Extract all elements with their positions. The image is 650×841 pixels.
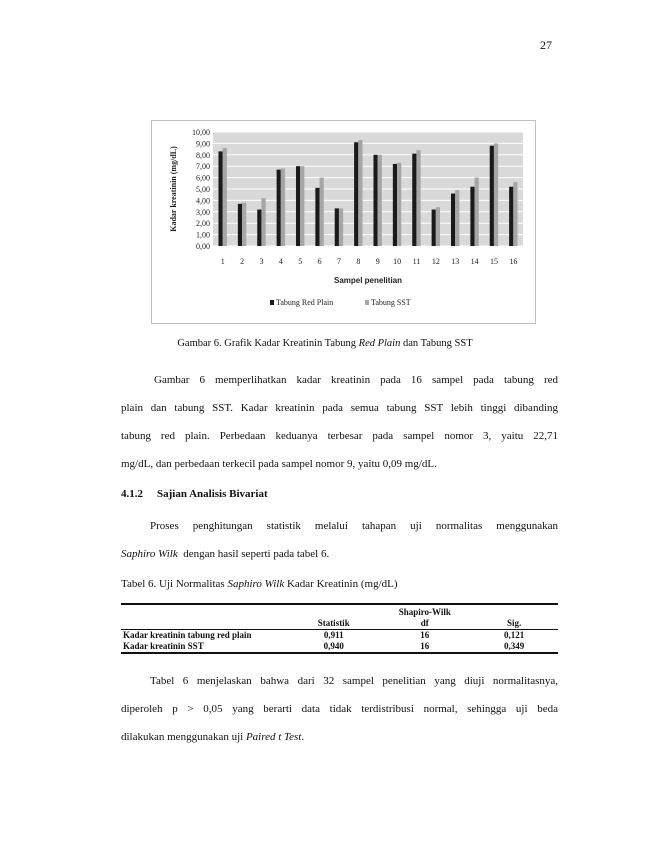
paragraph-3 xyxy=(121,667,558,751)
table-row xyxy=(121,641,558,653)
x-tick-label: 7 xyxy=(336,257,341,266)
x-tick-label: 15 xyxy=(489,257,498,266)
bar xyxy=(373,155,377,246)
table-cell-sig: 0,121 xyxy=(504,630,525,640)
table-col-header: Statistik xyxy=(288,618,379,630)
bar xyxy=(397,163,401,246)
y-tick-label: 0,00 xyxy=(196,242,210,251)
bar xyxy=(490,146,494,246)
paragraph-2-italic: Saphiro Wilk xyxy=(121,548,178,560)
y-tick-label: 5,00 xyxy=(196,185,210,194)
bar xyxy=(416,150,420,246)
paragraph-3-line: diperoleh p > 0,05 yang berarti data tidak terdistribusi normal, sehingga uji beda xyxy=(121,703,558,715)
x-tick-label: 12 xyxy=(431,257,440,266)
paragraph-2-rest: dengan hasil seperti pada tabel 6. xyxy=(183,548,330,560)
legend-swatch xyxy=(270,300,274,305)
table-caption-suffix: Kadar Kreatinin (mg/dL) xyxy=(284,578,398,590)
section-title: Sajian Analisis Bivariat xyxy=(157,488,268,500)
bar xyxy=(513,182,517,246)
paragraph-1 xyxy=(121,366,558,478)
chart-svg xyxy=(152,121,535,323)
paragraph-3-prefix: dilakukan menggunakan uji xyxy=(121,731,246,743)
table-header-empty xyxy=(121,604,288,618)
bar xyxy=(315,188,319,246)
bar xyxy=(238,204,242,246)
y-tick-label: 10,00 xyxy=(192,128,210,137)
table-cell-label: Kadar kreatinin tabung red plain xyxy=(123,630,252,640)
table-cell-label: Kadar kreatinin SST xyxy=(121,641,288,653)
table-row xyxy=(121,630,558,642)
bar xyxy=(257,210,261,246)
figure-caption-prefix: Gambar 6. Grafik Kadar Kreatinin Tabung xyxy=(177,338,359,349)
x-tick-label: 5 xyxy=(298,257,303,266)
bar xyxy=(242,203,246,246)
bar xyxy=(339,208,343,246)
bar xyxy=(509,187,513,246)
x-tick-label: 16 xyxy=(509,257,518,266)
bar xyxy=(432,210,436,246)
paragraph-1-line: Gambar 6 memperlihatkan kadar kreatinin pada 16 sampel pada tabung red xyxy=(154,374,558,386)
bar xyxy=(393,164,397,246)
table-col-header: Sig. xyxy=(470,618,558,630)
paragraph-3-line xyxy=(121,723,558,751)
paragraph-3-suffix: . xyxy=(301,731,305,743)
table-caption xyxy=(121,578,398,590)
bar-chart xyxy=(151,120,536,324)
bar xyxy=(277,170,281,246)
x-tick-label: 14 xyxy=(470,257,479,266)
table-cell-statistik: 0,911 xyxy=(323,630,344,640)
section-number: 4.1.2 xyxy=(121,488,143,500)
x-tick-label: 10 xyxy=(393,257,402,266)
bar xyxy=(455,190,459,246)
bar xyxy=(436,207,440,246)
legend-label: Tabung SST xyxy=(371,298,411,307)
y-tick-label: 8,00 xyxy=(196,150,210,160)
paragraph-2-line: Proses penghitungan statistik melalui tahapan uji normalitas menggunakan xyxy=(150,520,558,532)
figure-caption-suffix: dan Tabung SST xyxy=(400,338,473,349)
bar xyxy=(451,194,455,246)
table-header-spacer xyxy=(470,604,558,618)
paragraph-1-line: plain dan tabung SST. Kadar kreatinin pada semua tabung SST lebih tinggi dibanding xyxy=(121,402,558,414)
table-caption-prefix: Tabel 6. Uji Normalitas xyxy=(121,578,228,590)
y-tick-label: 2,00 xyxy=(196,219,210,229)
paragraph-3-italic: Paired t Test xyxy=(245,731,302,743)
x-tick-label: 6 xyxy=(317,257,322,266)
table-cell-df: 16 xyxy=(420,630,430,640)
x-tick-label: 4 xyxy=(278,257,283,266)
y-tick-label: 7,00 xyxy=(196,162,210,172)
table-header-empty xyxy=(121,618,288,630)
y-tick-label: 4,00 xyxy=(196,196,210,206)
normality-table xyxy=(121,603,558,654)
bar xyxy=(281,168,285,246)
bar xyxy=(354,142,358,246)
bar xyxy=(320,178,324,246)
table-cell-statistik: 0,940 xyxy=(288,641,379,653)
table-col-header: df xyxy=(379,618,470,630)
x-tick-label: 9 xyxy=(375,257,380,266)
figure-caption xyxy=(0,338,650,349)
table-group-header: Shapiro-Wilk xyxy=(379,604,470,618)
paragraph-1-line: tabung red plain. Perbedaan keduanya terbesar pada sampel nomor 3, yaitu 22,71 xyxy=(121,430,558,442)
x-tick-label: 8 xyxy=(356,257,361,266)
y-tick-label: 3,00 xyxy=(196,207,210,217)
table-caption-italic: Saphiro Wilk xyxy=(227,578,285,590)
bar xyxy=(223,148,227,246)
paragraph-1-line: mg/dL, dan perbedaan terkecil pada sampel nomor 9, yaitu 0,09 mg/dL. xyxy=(121,458,437,470)
bar xyxy=(470,187,474,246)
figure-caption-italic: Red Plain xyxy=(358,338,401,349)
x-tick-label: 1 xyxy=(220,257,225,266)
x-tick-label: 13 xyxy=(451,257,460,266)
y-tick-label: 6,00 xyxy=(196,173,210,183)
bar xyxy=(261,198,265,246)
table-header-row xyxy=(121,604,558,618)
y-tick-label: 1,00 xyxy=(196,230,210,240)
bar xyxy=(358,140,362,246)
paragraph-2-line xyxy=(121,540,558,568)
bar xyxy=(494,143,498,246)
page-number: 27 xyxy=(540,38,552,52)
x-tick-label: 2 xyxy=(240,257,245,266)
bar xyxy=(300,166,304,246)
bar xyxy=(475,178,479,246)
bar xyxy=(218,151,222,246)
table-cell-df: 16 xyxy=(379,641,470,653)
x-tick-label: 11 xyxy=(412,257,421,266)
section-heading xyxy=(121,488,268,500)
table-header-spacer xyxy=(288,604,379,618)
table-cell-sig: 0,349 xyxy=(470,641,558,653)
paragraph-2 xyxy=(121,512,558,568)
x-tick-label: 3 xyxy=(259,257,264,266)
legend-label: Tabung Red Plain xyxy=(276,298,334,307)
y-axis-label: Kadar kreatinin (mg/dL) xyxy=(169,146,178,232)
table-subheader-row xyxy=(121,618,558,630)
bar xyxy=(378,155,382,246)
legend-swatch xyxy=(365,300,369,305)
paragraph-3-line: Tabel 6 menjelaskan bahwa dari 32 sampel penelitian yang diuji normalitasnya, xyxy=(150,675,558,687)
bar xyxy=(412,154,416,246)
y-tick-label: 9,00 xyxy=(196,139,210,149)
bar xyxy=(335,208,339,246)
x-axis-label: Sampel penelitian xyxy=(333,276,403,285)
bar xyxy=(296,166,300,246)
